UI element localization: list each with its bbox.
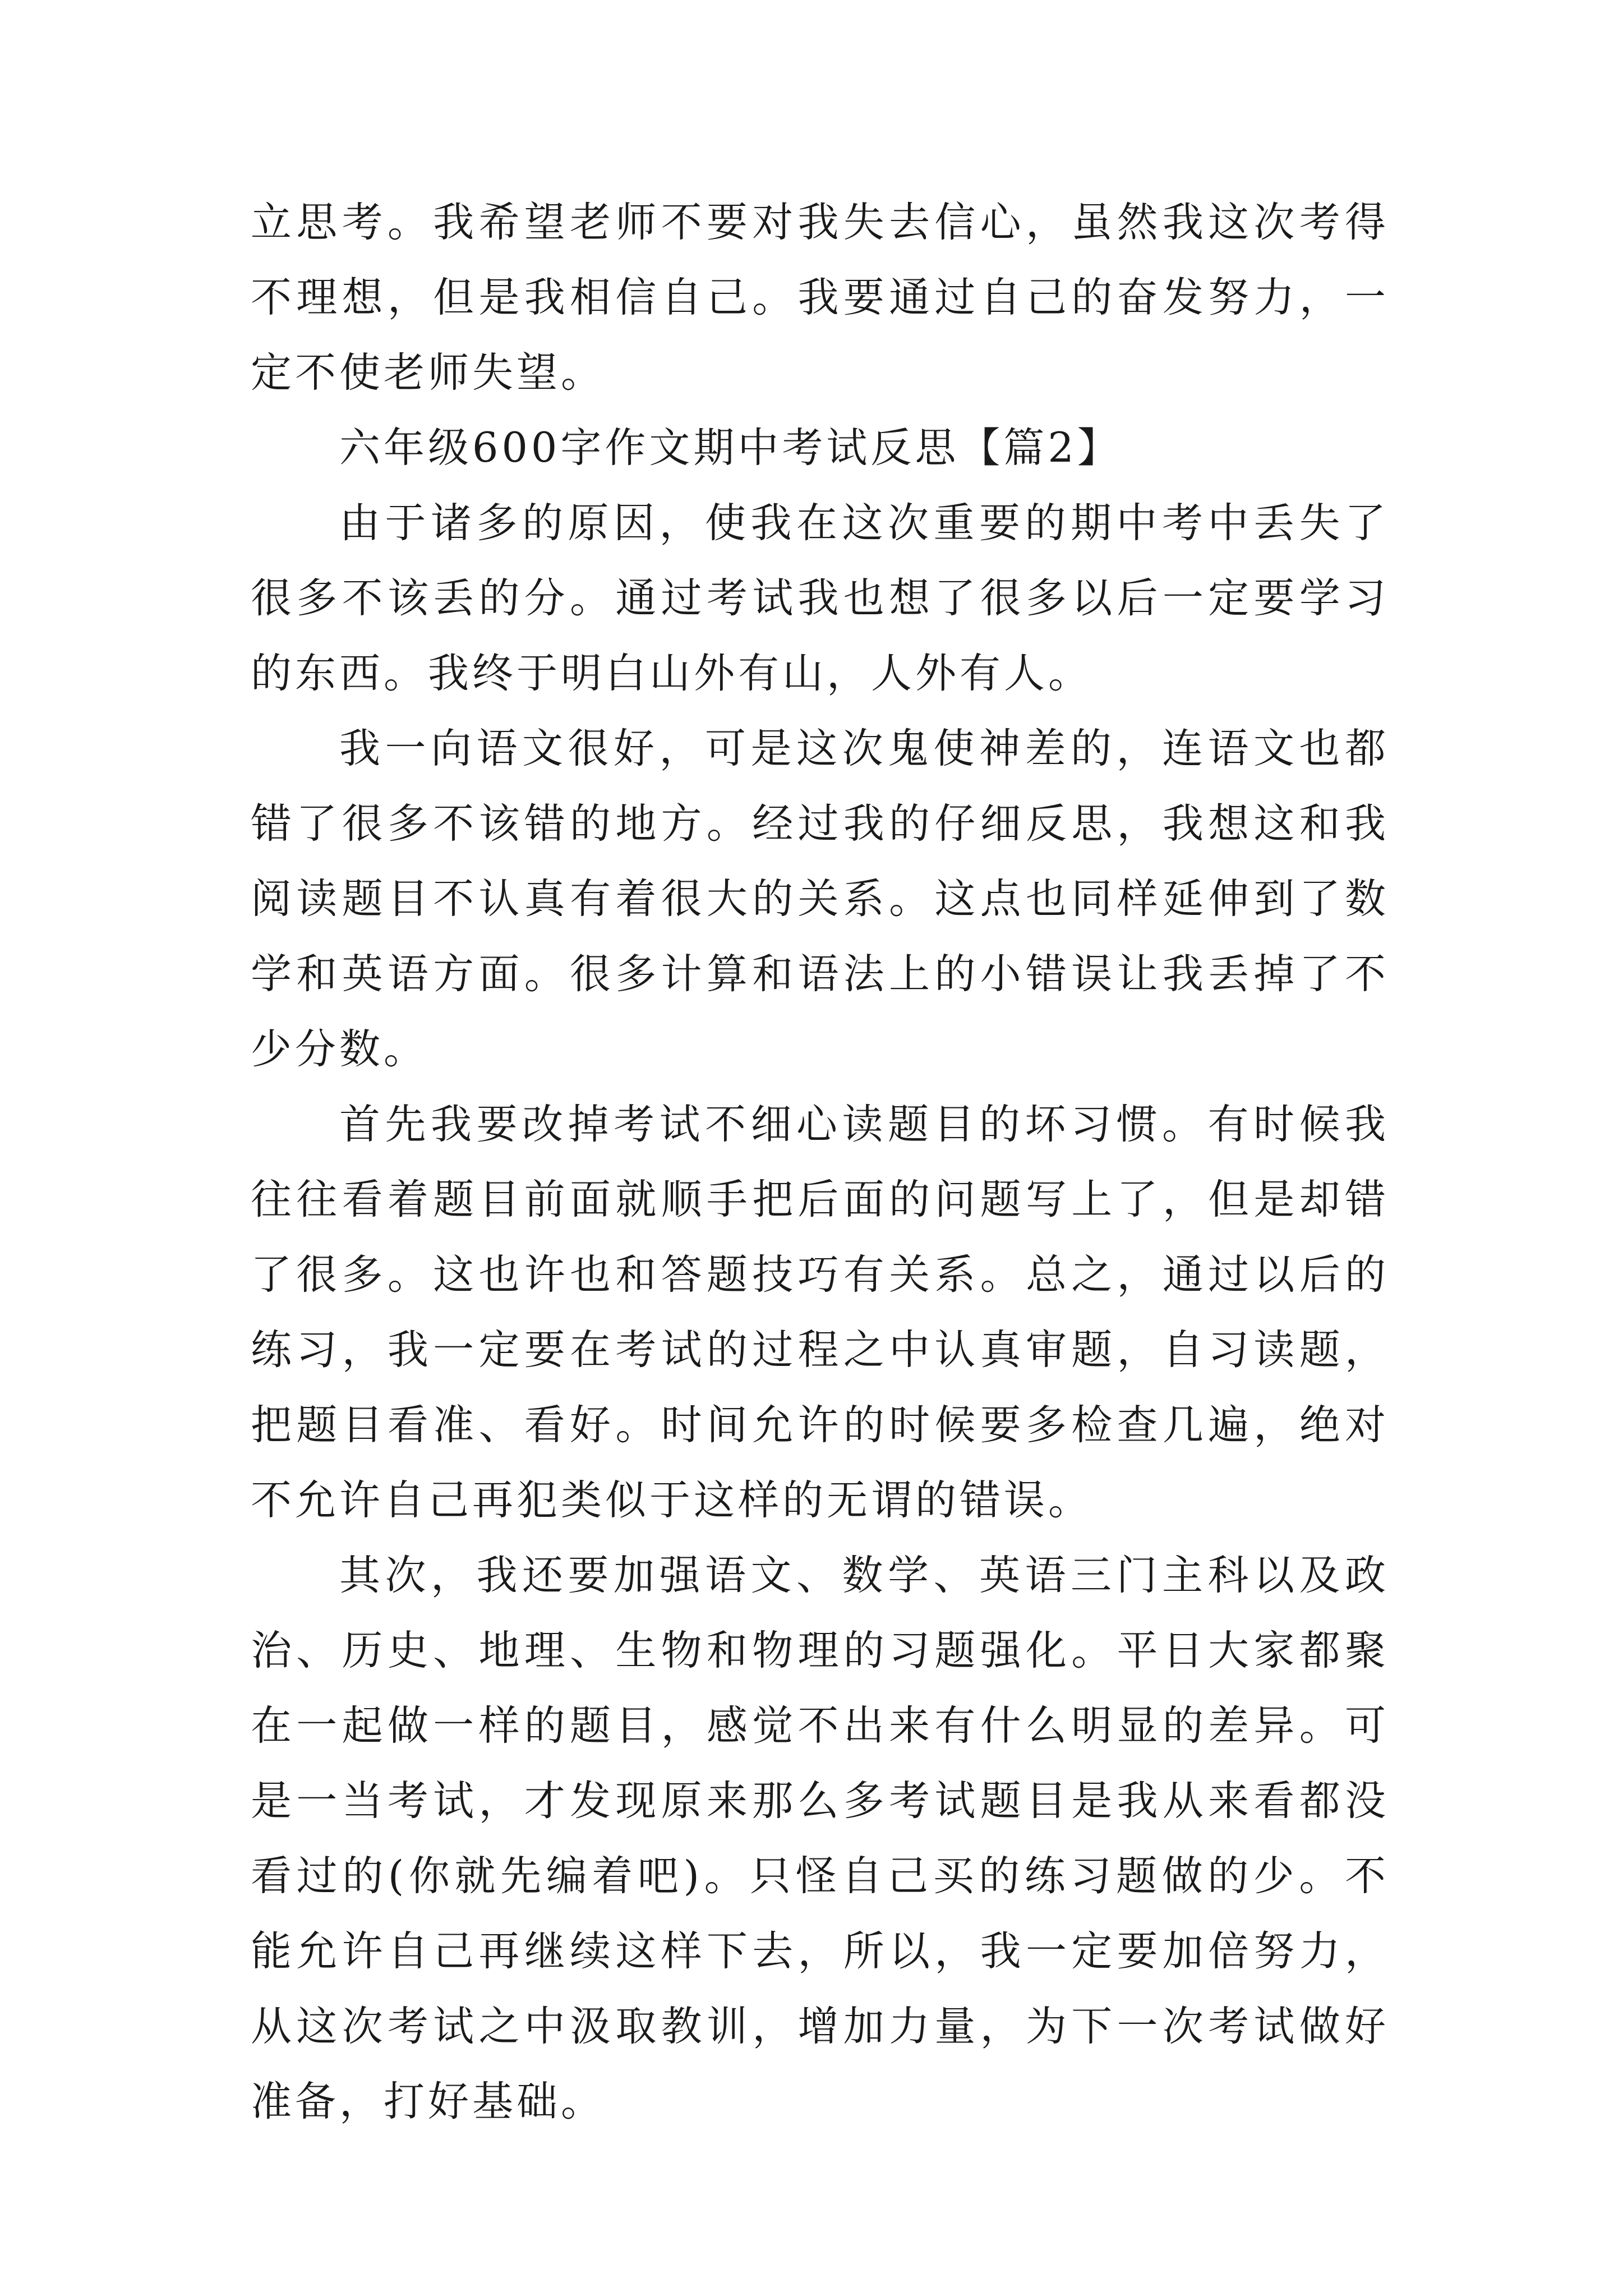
document-body [251, 185, 1389, 2139]
section-heading: 六年级600字作文期中考试反思【篇2】 [339, 424, 1122, 472]
paragraph: 首先我要改掉考试不细心读题目的坏习惯。有时候我往往看着题目前面就顺手把后面的问题写上了，但是却错了很多。这也许也和答题技巧有关系。总之，通过以后的练习，我一定要在考试的过程之中认真审题，自习读题，把题目看准、看好。时间允许的时候要多检查几遍，绝对不允许自己再犯类似于这样的无谓的错误。 [251, 1101, 1389, 1524]
paragraph: 我一向语文很好，可是这次鬼使神差的，连语文也都错了很多不该错的地方。经过我的仔细反思，我想这和我阅读题目不认真有着很大的关系。这点也同样延伸到了数学和英语方面。很多计算和语法上的小错误让我丢掉了不少分数。 [251, 725, 1389, 1073]
paragraph-continuation: 立思考。我希望老师不要对我失去信心，虽然我这次考得不理想，但是我相信自己。我要通过自己的奋发努力，一定不使老师失望。 [251, 199, 1389, 397]
paragraph: 其次，我还要加强语文、数学、英语三门主科以及政治、历史、地理、生物和物理的习题强化。平日大家都聚在一起做一样的题目，感觉不出来有什么明显的差异。可是一当考试，才发现原来那么多考试题目是我从来看都没看过的(你就先编着吧)。只怪自己买的练习题做的少。不能允许自己再继续这样下去，所以，我一定要加倍努力，从这次考试之中汲取教训，增加力量，为下一次考试做好准备，打好基础。 [251, 1552, 1389, 2125]
paragraph: 由于诸多的原因，使我在这次重要的期中考中丢失了很多不该丢的分。通过考试我也想了很多以后一定要学习的东西。我终于明白山外有山，人外有人。 [251, 499, 1389, 697]
